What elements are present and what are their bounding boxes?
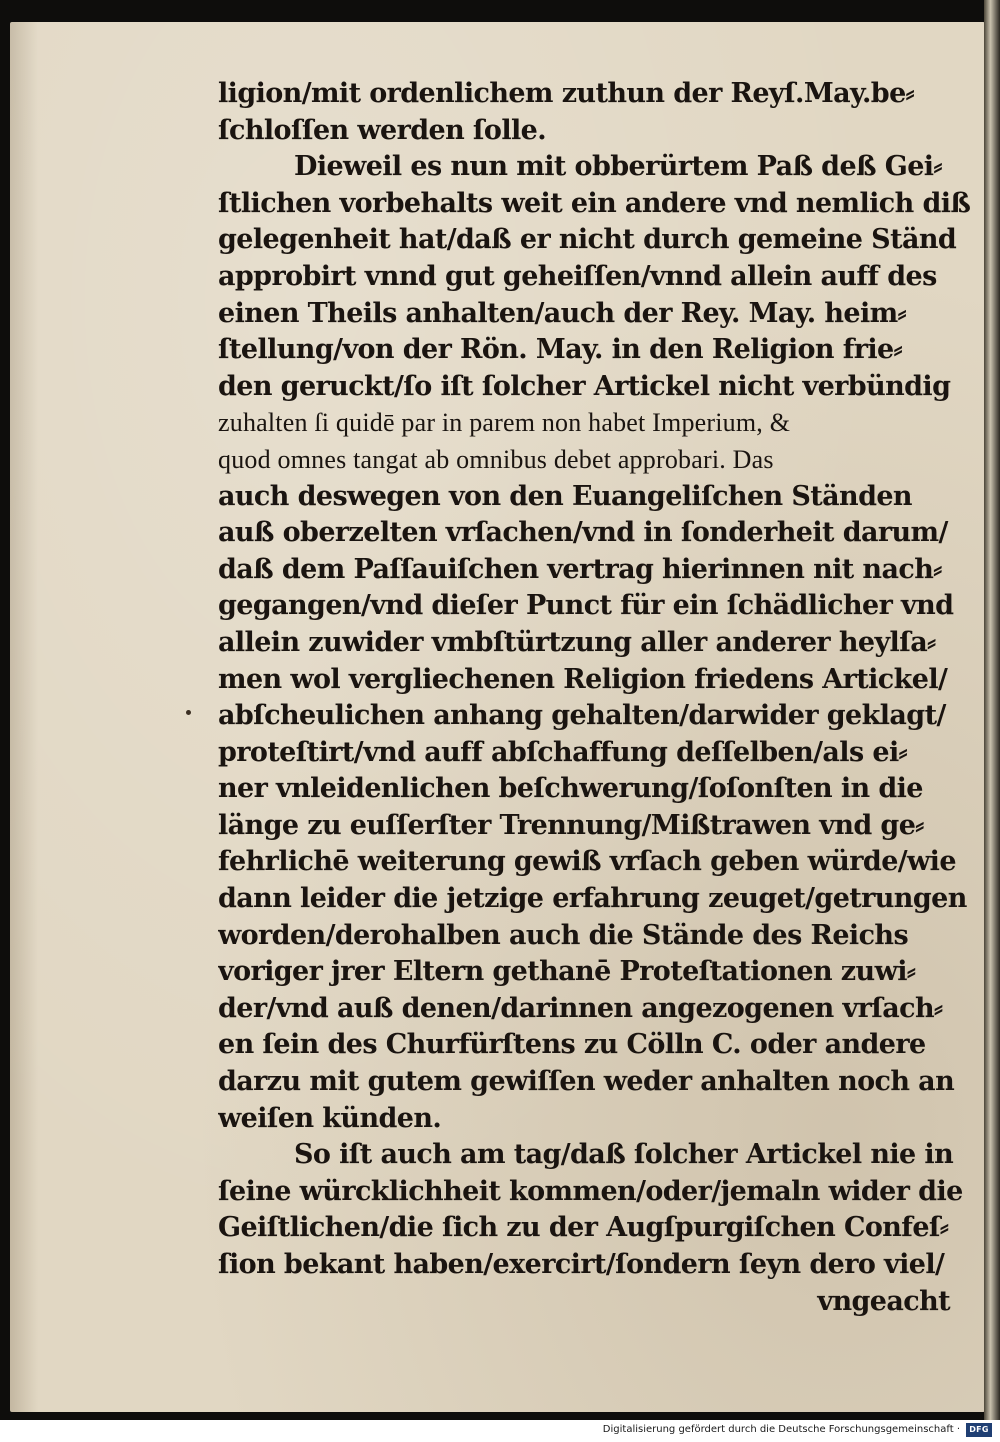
text-line: gegangen/vnd dieſer Punct für ein ſchädlicher vnd	[218, 590, 954, 622]
text-line: auch deswegen von den Euangeliſchen Ständen	[218, 480, 912, 512]
paragraph-start-line: Dieweil es nun mit obberürtem Paß deß Gei⸗	[294, 151, 942, 183]
margin-mark	[186, 710, 191, 715]
text-line: dann leider die jetzige erfahrung zeuget/getrungen	[218, 883, 967, 915]
catchword: vngeacht	[817, 1285, 950, 1317]
text-line: men wol vergliechenen Religion friedens Artickel/	[218, 663, 948, 695]
paragraph-start-line: So iſt auch am tag/daß ſolcher Artickel nie in	[294, 1139, 954, 1171]
dfg-logo: DFG	[966, 1423, 992, 1437]
text-line: ner vnleidenlichen beſchwerung/ſoſonſten in die	[218, 773, 923, 805]
text-line: allein zuwider vmbſtürtzung aller anderer heylſa⸗	[218, 626, 936, 658]
text-line: ſeine würcklichheit kommen/oder/jemaln wider die	[218, 1175, 963, 1207]
text-line: gelegenheit hat/daß er nicht durch gemeine Ständ	[218, 224, 957, 256]
text-line: fehrlichē weiterung gewiß vrſach geben würde/wie	[218, 846, 956, 878]
text-line: der/vnd auß denen/darinnen angezogenen vrſach⸗	[218, 992, 943, 1024]
text-line: daß dem Paſſauiſchen vertrag hierinnen nit nach⸗	[218, 553, 942, 585]
text-line: en ſein des Churfürſtens zu Cölln C. oder andere	[218, 1029, 926, 1061]
text-line: einen Theils anhalten/auch der Rey. May. heim⸗	[218, 297, 907, 329]
page-edge	[984, 0, 1000, 1420]
text-line: länge zu euſſerſter Trennung/Mißtrawen vnd ge⸗	[218, 809, 924, 841]
text-line: ſion bekant haben/exercirt/ſondern ſeyn dero viel/	[218, 1249, 945, 1280]
funding-credit: Digitalisierung gefördert durch die Deutsche Forschungsgemeinschaft ·	[602, 1424, 960, 1435]
text-line: weiſen künden.	[218, 1102, 442, 1134]
text-line: approbirt vnnd gut geheiſſen/vnnd allein auff des	[218, 260, 937, 292]
text-line: Geiſtlichen/die ſich zu der Augſpurgiſchen Confeſ⸗	[218, 1212, 949, 1244]
text-line: auß oberzelten vrſachen/vnd in ſonderheit darum/	[218, 517, 948, 549]
latin-text-line: zuhalten ſi quidē par in parem non habet Imperium, &	[218, 408, 791, 438]
text-line: abſcheulichen anhang gehalten/darwider geklagt/	[218, 700, 946, 732]
latin-text-line: quod omnes tangat ab omnibus debet approbari. Das	[218, 444, 774, 474]
text-line: den geruckt/ſo iſt ſolcher Artickel nicht verbündig	[218, 370, 951, 402]
footer-bar	[0, 1420, 1000, 1442]
text-line: ſtlichen vorbehalts weit ein andere vnd nemlich diß	[218, 187, 971, 219]
text-line: ligion/mit ordenlichem zuthun der Reyſ.May.be⸗	[218, 78, 915, 109]
text-line: voriger jrer Eltern gethanē Proteſtationen zuwi⸗	[218, 956, 916, 988]
text-line: worden/derohalben auch die Stände des Reichs	[218, 919, 909, 951]
text-line: ſtellung/von der Rön. May. in den Religion frie⸗	[218, 334, 902, 366]
text-line: darzu mit gutem gewiſſen weder anhalten noch an	[218, 1066, 955, 1098]
page-text	[218, 76, 980, 1320]
text-line: ſchloſſen werden ſolle.	[218, 114, 547, 146]
text-line: proteſtirt/vnd auff abſchaffung deſſelben/als ei⸗	[218, 736, 907, 768]
